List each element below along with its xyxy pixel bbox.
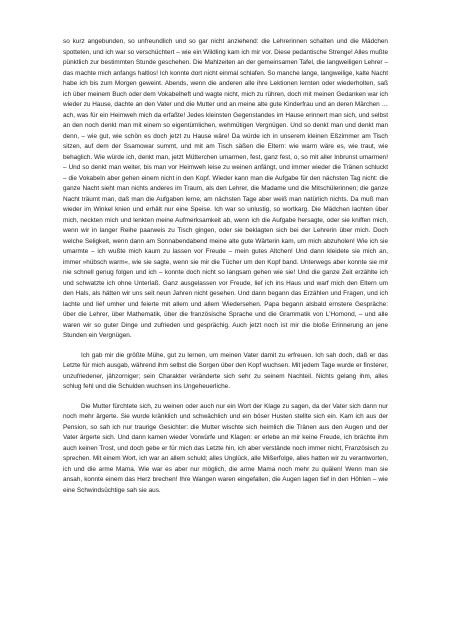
- document-page: [63, 37, 388, 496]
- paragraph-1: so kurz angebunden, so unfreundlich und so gar nicht anziehend: die Lehrerinnen schalten und die Mädchen spotteten, und ich war so verschüchtert – wie ein Wildling kam ich mir vor. Diese pedantische Strenge! Alles mußte pünktlich zur bestimmten Stunde geschehen. Die Mahlzeiten an der gemeinsamen Tafel, die langweiligen Lehrer – das machte mich anfangs haltlos! Ich konnte dort nicht einmal schlafen. So manche lange, langweilige, kalte Nacht habe ich bis zum Morgen geweint. Abends, wenn die anderen alle ihre Lektionen lernten oder wiederholten, saß ich über meinem Buch oder dem Vokabelheft und wagte nicht, mich zu rühren, doch mit meinen Gedanken war ich wieder zu Hause, dachte an den Vater und die Mutter und an meine alte gute Kinderfrau und an deren Märchen … ach, was für ein Heimweh mich da erfaßte! Jedes kleinsten Gegenstandes im Hause erinnert man sich, und selbst an den noch denkt man mit einem so eigentümlichen, wehmütigen Vergnügen. Und so denkt man und denkt man denn, – wie gut, wie schön es doch jetzt zu Hause wäre! Da würde ich in unserem kleinen Eßzimmer am Tisch sitzen, auf dem der Ssamowar summt, und mit am Tisch säßen die Eltern: wie warm wäre es, wie traut, wie behaglich. Wie würde ich, denkt man, jetzt Mütterchen umarmen, fest, ganz fest, o, so mit aller Inbrunst umarmen! – Und so denkt man weiter, bis man vor Heimweh leise zu weinen anfängt, und immer wieder die Tränen schluckt – die Vokabeln aber gehen einem nicht in den Kopf. Wieder kann man die Aufgabe für den nächsten Tag nicht: die ganze Nacht sieht man nichts anderes im Traum, als den Lehrer, die Madame und die Mitschülerinnen; die ganze Nacht träumt man, daß man die Aufgaben lerne, am nächsten Tage aber weiß man natürlich nichts. Da muß man wieder im Winkel knien und erhält nur eine Speise. Ich war so unlustig, so wortkarg. Die Mädchen lachten über mich, neckten mich und lenkten meine Aufmerksamkeit ab, wenn ich die Aufgabe hersagte, oder sie kniffen mich, wenn wir in langer Reihe paarweis zu Tisch gingen, oder sie beklagten sich bei der Lehrerin über mich. Doch welche Seligkeit, wenn dann am Sonnabendabend meine alte gute Wärterin kam, um mich abzuholen! Wie ich sie umarmte – ich wußte mich kaum zu lassen vor Freude – mein gutes Altchen! Und dann kleidete sie mich an, immer »hübsch warm«, wie sie sagte, wenn sie mir die Tücher um den Kopf band. Unterwegs aber konnte sie mir nie schnell genug folgen und ich – konnte doch nicht so langsam gehen wie sie! Und die ganze Zeit erzählte ich und schwatzte ich ohne Unterlaß. Ganz ausgelassen vor Freude, lief ich ins Haus und warf mich den Eltern um den Hals, als hätten wir uns seit neun Jahren nicht gesehen. Und dann begann das Erzählen und Fragen, und ich lachte und lief umher und feierte mit allem und allem Wiedersehen. Papa begann alsbald ernstere Gespräche: über die Lehrer, über Mathematik, über die französische Sprache und die Grammatik von L'Homond, – und alle waren wir so guter Dinge und zufrieden und gesprächig. Auch jetzt noch ist mir die bloße Erinnerung an jene Stunden ein Vergnügen.: [63, 38, 388, 339]
- paragraph-3: Die Mutter fürchtete sich, zu weinen oder auch nur ein Wort der Klage zu sagen, da der Vater sich dann nur noch mehr ärgerte. Sie wurde kränklich und schwächlich und ein böser Husten stellte sich ein. Kam ich aus der Pension, so sah ich nur traurige Gesichter: die Mutter wischte sich heimlich die Tränen aus den Augen und der Vater ärgerte sich. Und dann kamen wieder Vorwürfe und Klagen: er erlebe an mir keine Freude, ich brächte ihm auch keinen Trost, und doch gebe er für mich das Letzte hin, ich aber verstände noch immer nicht, Französisch zu sprechen. Mit einem Wort, ich war an allem schuld; alles Unglück, alle Mißerfolge, alles hatten wir zu verantworten, ich und die arme Mama. Wie war es aber nur möglich, die arme Mama noch mehr zu quälen! Wenn man sie ansah, konnte einem das Herz brechen! Ihre Wangen waren eingefallen, die Augen lagen tief in den Höhlen – wie eine Schwindsüchtige sah sie aus.: [63, 402, 388, 494]
- paragraph-2: Ich gab mir die größte Mühe, gut zu lernen, um meinen Vater damit zu erfreuen. Ich sah doch, daß er das Letzte für mich ausgab, während ihm selbst die Sorgen über den Kopf wuchsen. Mit jedem Tage wurde er finsterer, unzufriedener, jähzorniger; sein Charakter veränderte sich sehr zu seinem Nachteil. Nichts gelang ihm, alles schlug fehl und die Schulden wuchsen ins Ungeheuerliche.: [63, 351, 388, 390]
